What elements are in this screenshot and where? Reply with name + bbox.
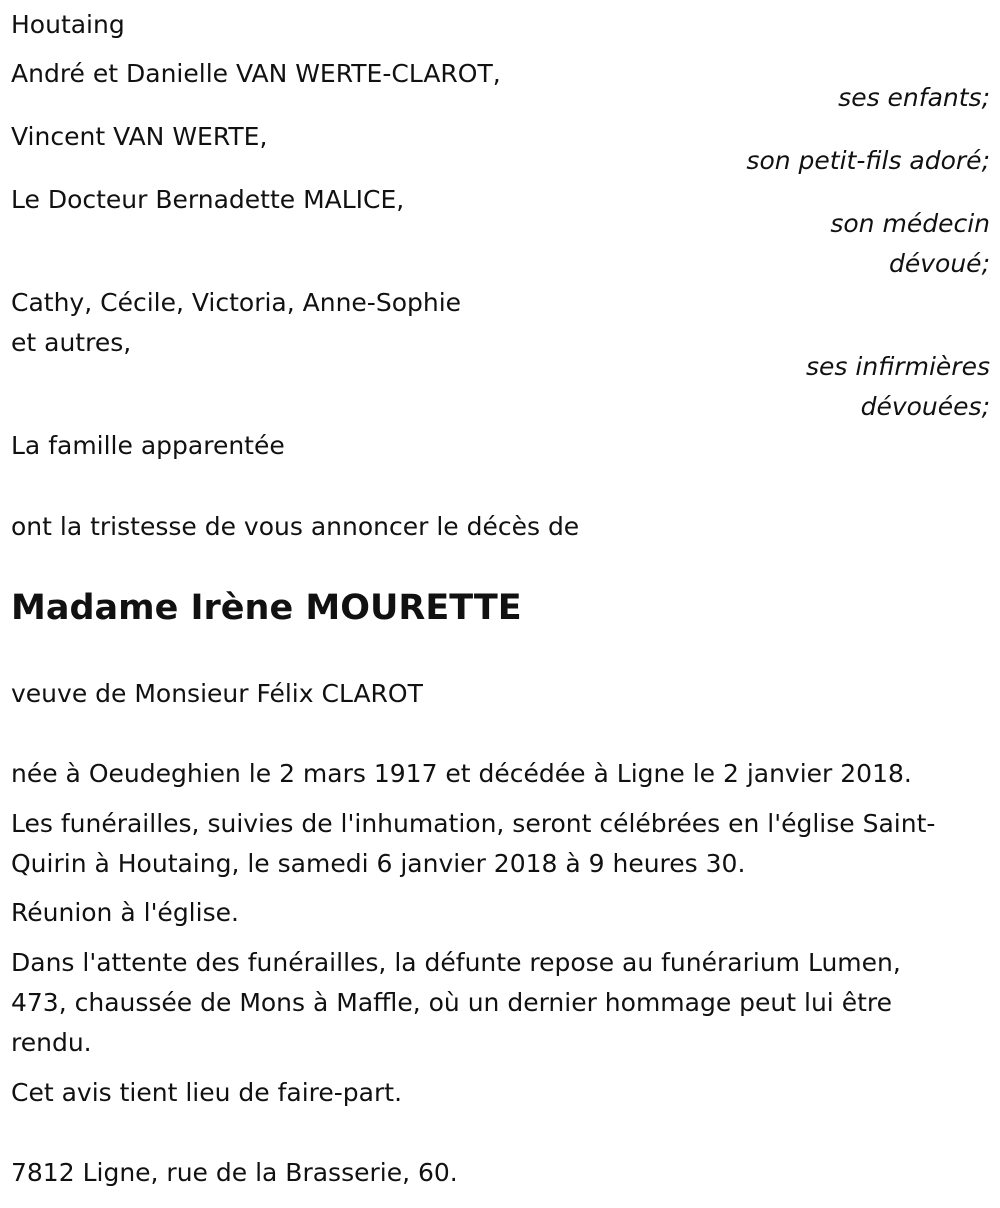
mourner-doctor-name: Le Docteur Bernadette MALICE, xyxy=(11,185,405,214)
notice-text: Cet avis tient lieu de faire-part. xyxy=(11,1078,403,1107)
mourner-nurses-name-line1: Cathy, Cécile, Victoria, Anne-Sophie xyxy=(11,288,462,317)
mourner-nurses-role-line2: dévouées; xyxy=(860,392,990,421)
meeting-text: Réunion à l'église. xyxy=(11,898,239,927)
mourner-children-name: André et Danielle VAN WERTE-CLAROT, xyxy=(11,59,501,88)
mourner-nurses-name-line2: et autres, xyxy=(11,328,132,357)
announcement-text: ont la tristesse de vous annoncer le décès de xyxy=(11,512,580,541)
family-line: La famille apparentée xyxy=(11,431,285,460)
rest-text-line1: Dans l'attente des funérailles, la défunte repose au funérarium Lumen, xyxy=(11,948,901,977)
funeral-text-line2: Quirin à Houtaing, le samedi 6 janvier 2018 à 9 heures 30. xyxy=(11,849,746,878)
mourner-grandson-name: Vincent VAN WERTE, xyxy=(11,122,268,151)
birth-death-text: née à Oeudeghien le 2 mars 1917 et décédée à Ligne le 2 janvier 2018. xyxy=(11,759,912,788)
address-text: 7812 Ligne, rue de la Brasserie, 60. xyxy=(11,1158,458,1187)
mourner-doctor-role-line2: dévoué; xyxy=(889,249,990,278)
mourner-doctor-role-line1: son médecin xyxy=(830,209,990,238)
mourner-nurses-role-line1: ses infirmières xyxy=(806,352,990,381)
mourner-children-role: ses enfants; xyxy=(838,83,990,112)
widow-of-text: veuve de Monsieur Félix CLAROT xyxy=(11,679,423,708)
town-name: Houtaing xyxy=(11,10,125,39)
rest-text-line3: rendu. xyxy=(11,1028,92,1057)
funeral-text-line1: Les funérailles, suivies de l'inhumation, seront célébrées en l'église Saint- xyxy=(11,809,936,838)
deceased-name: Madame Irène MOURETTE xyxy=(11,588,522,628)
rest-text-line2: 473, chaussée de Mons à Maffle, où un dernier hommage peut lui être xyxy=(11,988,892,1017)
mourner-grandson-role: son petit-fils adoré; xyxy=(746,146,990,175)
